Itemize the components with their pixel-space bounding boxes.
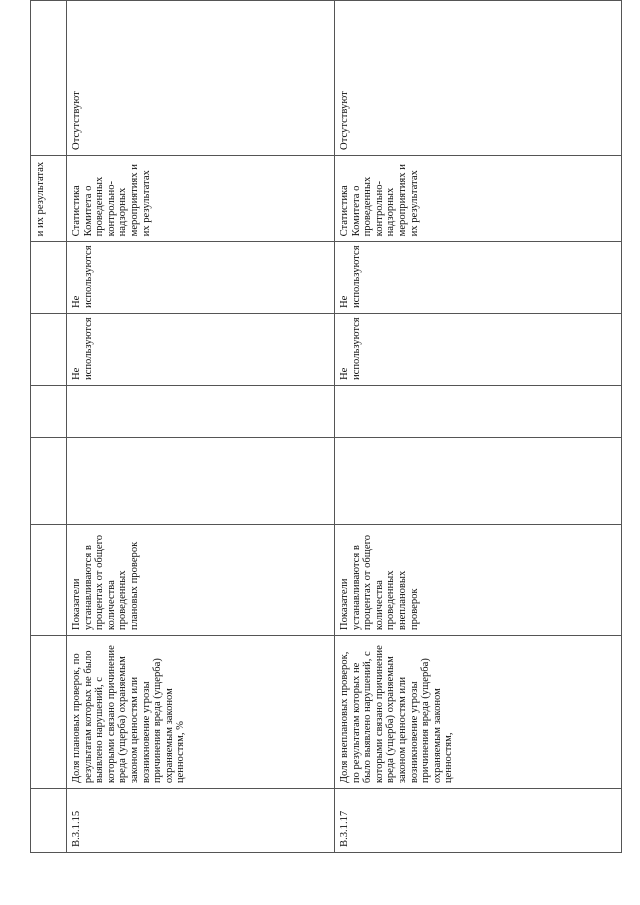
table-cell bbox=[31, 1, 67, 156]
table-cell bbox=[31, 314, 67, 386]
indicator-target bbox=[335, 386, 622, 438]
indicator-target bbox=[67, 386, 335, 438]
table-row bbox=[335, 1, 622, 853]
table-cell bbox=[31, 242, 67, 314]
table-cell bbox=[31, 524, 67, 635]
indicator-note: Отсутствуют bbox=[67, 1, 335, 156]
indicator-tolerance: Не используются bbox=[335, 242, 622, 314]
indicator-values: Не используются bbox=[67, 314, 335, 386]
indicator-source: Статистика Комитета о проведенных контрольно-надзорных мероприятиях и их результатах bbox=[67, 155, 335, 241]
indicators-table bbox=[30, 0, 622, 853]
table-row bbox=[31, 1, 67, 853]
table-row bbox=[67, 1, 335, 853]
indicator-name: Доля внеплановых проверок, по результатам которых не было выявлено нарушений, с которыми связано причинение вреда (ущерба) охраняемым законом ценностям или возникновение угрозы причинения вреда (ущерба) охраняемым законом ценностям, bbox=[335, 636, 622, 789]
indicator-tolerance: Не используются bbox=[67, 242, 335, 314]
indicator-name: Доля плановых проверок, по результатам которых не было выявлено нарушений, с которыми связано причинение вреда (ущерба) охраняемым законом ценностям или возникновение угрозы причинения вреда (ущерба) охраняемым законом ценностям, % bbox=[67, 636, 335, 789]
indicator-source: Статистика Комитета о проведенных контрольно-надзорных мероприятиях и их результатах bbox=[335, 155, 622, 241]
table-cell-source-continued: и их результатах bbox=[31, 155, 67, 241]
indicator-values: Не используются bbox=[335, 314, 622, 386]
indicator-comment bbox=[67, 438, 335, 525]
indicator-code: В.3.1.15 bbox=[67, 789, 335, 853]
indicator-formula: Показатели устанавливаются в процентах от общего количества проведенных внеплановых проверок bbox=[335, 524, 622, 635]
table-cell bbox=[31, 636, 67, 789]
indicator-formula: Показатели устанавливаются в процентах от общего количества проведенных плановых проверок bbox=[67, 524, 335, 635]
indicator-note: Отсутствуют bbox=[335, 1, 622, 156]
table-cell bbox=[31, 789, 67, 853]
table-cell bbox=[31, 438, 67, 525]
table-cell bbox=[31, 386, 67, 438]
indicator-comment bbox=[335, 438, 622, 525]
indicator-code: В.3.1.17 bbox=[335, 789, 622, 853]
